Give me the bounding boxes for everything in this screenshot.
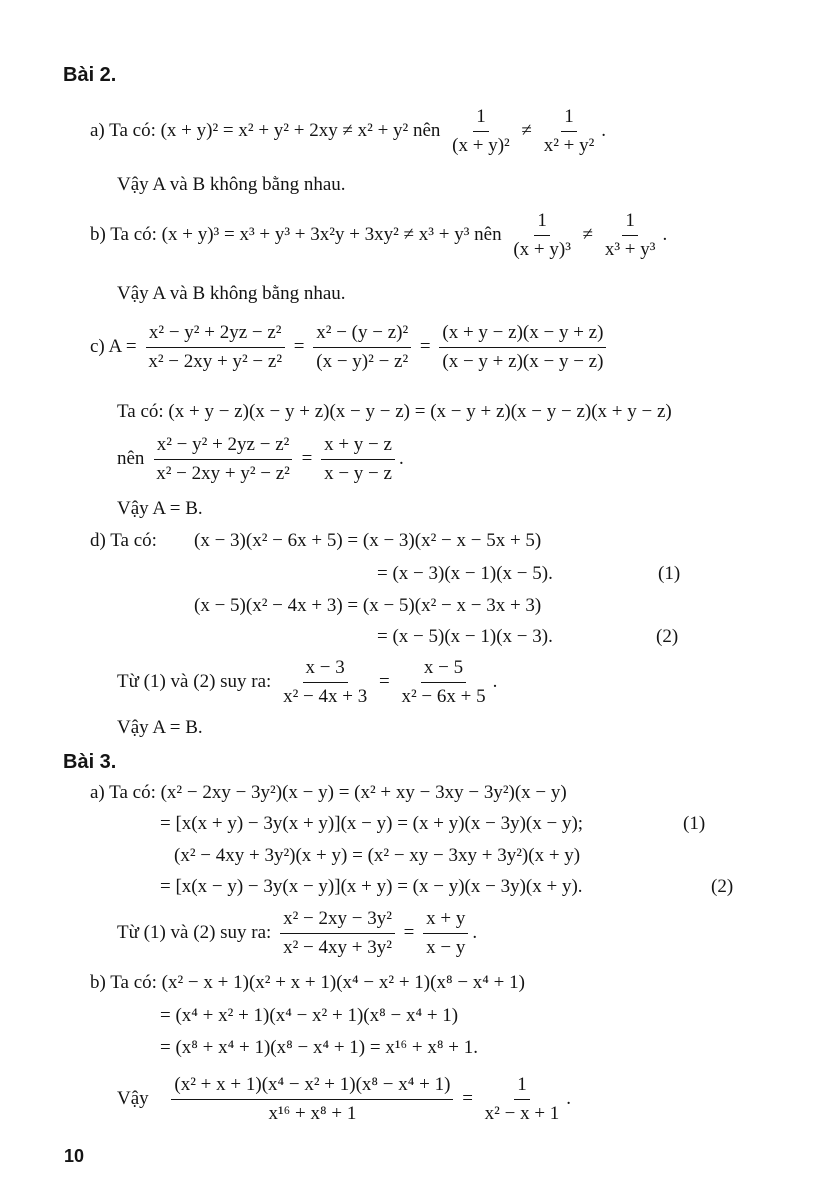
- numerator: x² − y² + 2yz − z²: [154, 434, 293, 460]
- heading-bai-2: Bài 2.: [63, 64, 117, 86]
- text: Từ (1) và (2) suy ra:: [117, 921, 272, 943]
- period: .: [662, 223, 668, 245]
- bai2-d-tag-2: (2): [656, 626, 679, 647]
- fraction: [280, 908, 395, 959]
- fraction: [541, 106, 598, 157]
- bai3-a-from-line: [117, 908, 477, 959]
- denominator: x² − 4x + 3: [283, 686, 368, 707]
- numerator: x² − (y − z)²: [313, 322, 411, 348]
- fraction: [510, 210, 574, 261]
- equals-sign: =: [301, 447, 313, 469]
- numerator: x² − 2xy − 3y²: [280, 908, 395, 934]
- text: b) Ta có: (x + y)³ = x³ + y³ + 3x²y + 3xy² ≠ x³ + y³ nên: [90, 223, 502, 245]
- numerator: (x + y − z)(x − y + z): [439, 322, 606, 348]
- text: Từ (1) và (2) suy ra:: [117, 670, 272, 692]
- fraction: [482, 1074, 563, 1125]
- fraction: [398, 657, 488, 708]
- bai3-b-line-3: = (x⁸ + x⁴ + 1)(x⁸ − x⁴ + 1) = x¹⁶ + x⁸ + 1.: [160, 1037, 478, 1058]
- numerator: 1: [534, 210, 550, 236]
- bai2-d-line-4: = (x − 5)(x − 1)(x − 3).: [377, 626, 553, 647]
- period: .: [472, 921, 478, 943]
- bai2-c-line-3: [117, 434, 404, 485]
- denominator: x² − 6x + 5: [401, 686, 486, 707]
- denominator: x¹⁶ + x⁸ + 1: [268, 1103, 357, 1124]
- bai3-a-tag-2: (2): [711, 876, 734, 897]
- bai2-d-conclusion: Vậy A = B.: [117, 717, 203, 738]
- period: .: [601, 119, 607, 141]
- page-number: 10: [64, 1146, 85, 1166]
- fraction: [145, 322, 285, 373]
- denominator: x² − 2xy + y² − z²: [148, 351, 283, 372]
- bai2-d-line-2: = (x − 3)(x − 1)(x − 5).: [377, 563, 553, 584]
- period: .: [492, 670, 498, 692]
- bai3-a-line-3: (x² − 4xy + 3y²)(x + y) = (x² − xy − 3xy + 3y²)(x + y): [174, 845, 581, 866]
- bai3-b-conclusion-line: [117, 1074, 571, 1125]
- bai2-c-conclusion: Vậy A = B.: [117, 498, 203, 519]
- fraction: [171, 1074, 453, 1125]
- fraction: [423, 908, 468, 959]
- bai2-c-line-2: Ta có: (x + y − z)(x − y + z)(x − y − z) = (x − y + z)(x − y − z)(x + y − z): [117, 401, 672, 422]
- bai2-a-conclusion: Vậy A và B không bằng nhau.: [117, 174, 346, 195]
- fraction: [321, 434, 395, 485]
- bai3-a-line-1: a) Ta có: (x² − 2xy − 3y²)(x − y) = (x² + xy − 3xy − 3y²)(x − y): [90, 782, 567, 803]
- fraction: [602, 210, 659, 261]
- denominator: (x − y)² − z²: [316, 351, 409, 372]
- numerator: 1: [473, 106, 489, 132]
- neq-sign: ≠: [521, 119, 532, 141]
- denominator: x − y − z: [324, 463, 392, 484]
- bai3-b-line-2: = (x⁴ + x² + 1)(x⁴ − x² + 1)(x⁸ − x⁴ + 1): [160, 1005, 459, 1026]
- denominator: (x + y)³: [513, 239, 571, 260]
- bai2-d-line-3: (x − 5)(x² − 4x + 3) = (x − 5)(x² − x − 3x + 3): [194, 595, 542, 616]
- bai2-part-b-line: [90, 210, 667, 261]
- numerator: (x² + x + 1)(x⁴ − x² + 1)(x⁸ − x⁴ + 1): [171, 1074, 453, 1100]
- denominator: x² + y²: [543, 135, 595, 156]
- numerator: 1: [561, 106, 577, 132]
- heading-bai-3: Bài 3.: [63, 751, 117, 773]
- bai2-d-tag-1: (1): [658, 563, 681, 584]
- fraction: [313, 322, 411, 373]
- text: Vậy: [117, 1087, 149, 1109]
- numerator: 1: [622, 210, 638, 236]
- fraction: [153, 434, 293, 485]
- bai2-d-label: d) Ta có:: [90, 530, 157, 551]
- equals-sign: =: [293, 335, 305, 357]
- denominator: x³ + y³: [604, 239, 656, 260]
- denominator: (x + y)²: [452, 135, 510, 156]
- bai3-a-line-4: = [x(x − y) − 3y(x − y)](x + y) = (x − y)(x − 3y)(x + y).: [160, 876, 583, 897]
- numerator: x − 5: [421, 657, 466, 683]
- numerator: x² − y² + 2yz − z²: [146, 322, 285, 348]
- denominator: x − y: [426, 937, 466, 958]
- equals-sign: =: [419, 335, 431, 357]
- numerator: 1: [514, 1074, 530, 1100]
- fraction: [280, 657, 370, 708]
- bai2-d-line-1: (x − 3)(x² − 6x + 5) = (x − 3)(x² − x − 5x + 5): [194, 530, 542, 551]
- denominator: (x − y + z)(x − y − z): [442, 351, 604, 372]
- fraction: [449, 106, 513, 157]
- equals-sign: =: [462, 1087, 473, 1109]
- denominator: x² − 4xy + 3y²: [283, 937, 392, 958]
- bai2-d-from-line: [117, 657, 497, 708]
- equals-sign: =: [403, 921, 415, 943]
- text: nên: [117, 447, 145, 469]
- text: a) Ta có: (x + y)² = x² + y² + 2xy ≠ x² + y² nên: [90, 119, 441, 141]
- period: .: [566, 1087, 572, 1109]
- neq-sign: ≠: [582, 223, 594, 245]
- denominator: x² − 2xy + y² − z²: [156, 463, 290, 484]
- bai2-part-a-line: [90, 106, 606, 157]
- bai3-a-line-2: = [x(x + y) − 3y(x + y)](x − y) = (x + y)(x − 3y)(x − y);: [160, 813, 584, 834]
- numerator: x + y − z: [321, 434, 395, 460]
- text: c) A =: [90, 335, 137, 357]
- period: .: [398, 447, 404, 469]
- bai2-b-conclusion: Vậy A và B không bằng nhau.: [117, 283, 346, 304]
- bai3-b-line-1: b) Ta có: (x² − x + 1)(x² + x + 1)(x⁴ − x² + 1)(x⁸ − x⁴ + 1): [90, 972, 525, 993]
- denominator: x² − x + 1: [484, 1103, 560, 1124]
- equals-sign: =: [378, 670, 390, 692]
- numerator: x − 3: [303, 657, 348, 683]
- numerator: x + y: [423, 908, 468, 934]
- fraction: [439, 322, 606, 373]
- bai3-a-tag-1: (1): [683, 813, 706, 834]
- bai2-part-c-line: [90, 322, 610, 373]
